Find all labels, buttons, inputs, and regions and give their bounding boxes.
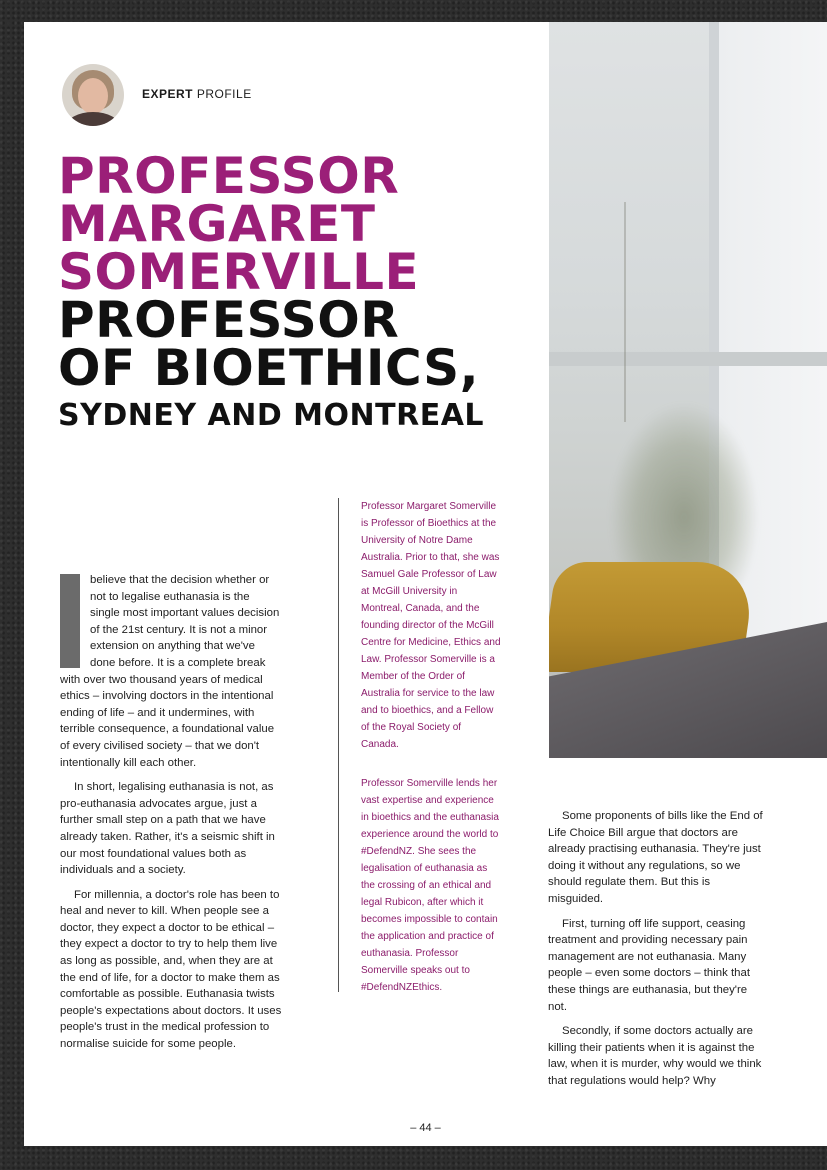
headline xyxy=(58,147,485,436)
paragraph: Some proponents of bills like the End of Life Choice Bill argue that doctors are already practising euthanasia. They're just doing it without any regulations, so we should regulate them. But this is misguided. xyxy=(548,810,763,905)
headline-line-5: OF BIOETHICS, xyxy=(58,339,480,397)
headline-line-4: PROFESSOR xyxy=(58,291,400,349)
interior-photo xyxy=(549,22,827,758)
paragraph: In short, legalising euthanasia is not, as pro-euthanasia advocates argue, just a further small step on a path that we have already taken. Rather, it's a seismic shift in our most foundational values both as individuals and a society. xyxy=(60,781,275,877)
plant-stem xyxy=(624,202,626,422)
kicker-rest: PROFILE xyxy=(193,87,252,101)
paragraph: First, turning off life support, ceasing treatment and providing necessary pain management are not euthanasia. Many people – even some doctors – think that these things are euthanasia, but they're not. xyxy=(548,917,750,1013)
article-column-3 xyxy=(548,808,768,1098)
headline-line-1: PROFESSOR xyxy=(58,147,400,205)
kicker-bold: EXPERT xyxy=(142,87,194,101)
avatar xyxy=(62,64,124,126)
article-column-1 xyxy=(60,572,282,1061)
sidebar-paragraph: Professor Somerville lends her vast expertise and experience in bioethics and the euthanasia experience around the world to #DefendNZ. She sees the legalisation of euthanasia as the crossing of an ethical and legal Rubicon, after which it becomes impossible to contain the application and practice of euthanasia. Professor Somerville speaks out to #DefendNZEthics. xyxy=(361,778,499,993)
avatar-face xyxy=(78,78,108,114)
headline-line-2: MARGARET xyxy=(58,195,376,253)
section-kicker xyxy=(142,87,252,101)
page-number: – 44 – xyxy=(410,1122,441,1134)
window-sill xyxy=(549,352,827,366)
sidebar-paragraph: Professor Margaret Somerville is Professor of Bioethics at the University of Notre Dame Australia. Prior to that, she was Samuel Gale Professor of Law at McGill University in Montreal, Canada, and the founding director of the McGill Centre for Medicine, Ethics and Law. Professor Somerville is a Member of the Order of Australia for service to the law and to bioethics, and a Fellow of the Royal Society of Canada. xyxy=(361,501,501,750)
magazine-page xyxy=(24,22,827,1146)
paragraph: For millennia, a doctor's role has been to heal and never to kill. When people see a doctor, they expect a doctor to be ethical – they expect a doctor to try to help them live as long as possible, and, when they are at the end of life, for a doctor to make them as comfortable as possible. Euthanasia twists people's expectations about doctors. It uses people's trust in the medical profession to normalise suicide for some people. xyxy=(60,888,282,1051)
drop-cap xyxy=(60,574,80,668)
column-divider xyxy=(338,498,339,992)
headline-line-3: SOMERVILLE xyxy=(58,243,420,301)
paragraph: believe that the decision whether or not to legalise euthanasia is the single most important values decision of the 21st century. It is not a minor extension on anything that we've done before. It is a complete break with over two thousand years of medical ethics – involving doctors in the intentional ending of life – and it undermines, with terrible consequence, a foundational value of every civilised society – that we don't intentionally kill each other. xyxy=(60,574,280,769)
headline-subtitle: SYDNEY AND MONTREAL xyxy=(58,398,485,433)
bio-sidebar xyxy=(361,498,501,1018)
avatar-shirt xyxy=(66,112,120,126)
paragraph: Secondly, if some doctors actually are killing their patients when it is against the law, when it is murder, why would we think that regulations would help? Why xyxy=(548,1025,762,1087)
